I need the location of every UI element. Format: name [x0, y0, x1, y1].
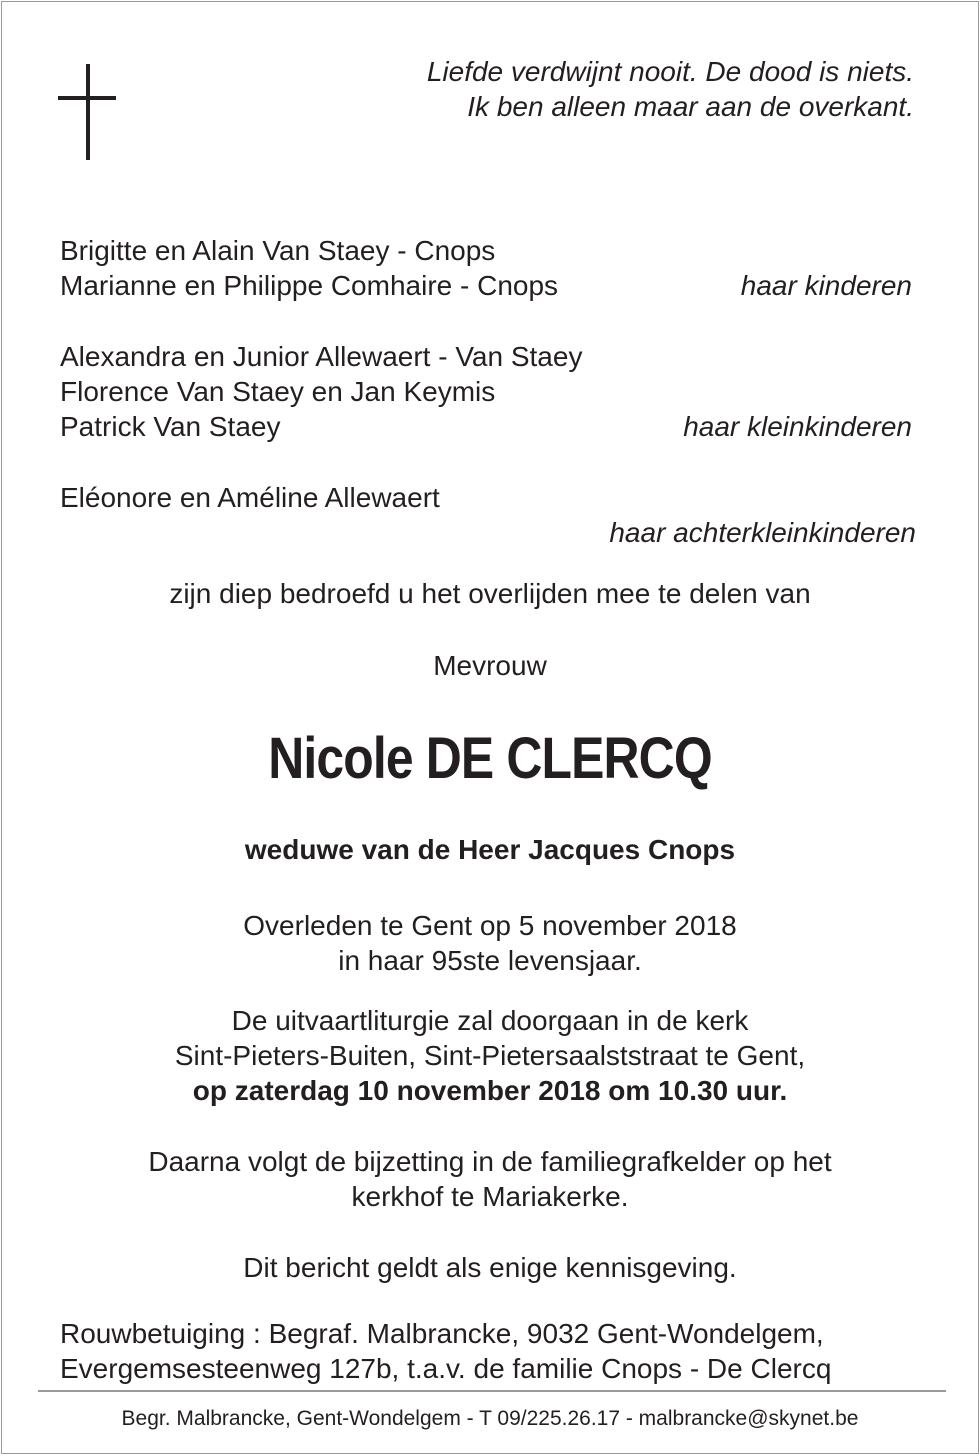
family-line: Eléonore en Améline Allewaert [60, 482, 440, 513]
family-line: Florence Van Staey en Jan Keymis [60, 376, 496, 407]
notice: Dit bericht geldt als enige kennisgeving. [243, 1252, 737, 1283]
family-line: Brigitte en Alain Van Staey - Cnops [60, 235, 496, 266]
cross-icon [58, 64, 118, 160]
quote [427, 54, 914, 124]
obituary-card [1, 1, 979, 1454]
widow-of: weduwe van de Heer Jacques Cnops [244, 834, 736, 865]
deceased-name: Nicole DE CLERCQ [268, 726, 712, 791]
death-line-1: Overleden te Gent op 5 november 2018 [243, 910, 737, 941]
announcement: zijn diep bedroefd u het overlijden mee te delen van [169, 578, 811, 609]
condolences-line-2: Evergemsesteenweg 127b, t.a.v. de familie Cnops - De Clercq [60, 1353, 832, 1384]
burial-line-1: Daarna volgt de bijzetting in de familiegrafkelder op het [148, 1146, 832, 1177]
family-line: Patrick Van Staey [60, 411, 281, 442]
family-line: Marianne en Philippe Comhaire - Cnops [60, 270, 559, 301]
death-line-2: in haar 95ste levensjaar. [338, 945, 642, 976]
quote-line-2: Ik ben alleen maar aan de overkant. [467, 91, 914, 122]
burial-line-2: kerkhof te Mariakerke. [351, 1181, 629, 1212]
condolences-line-1: Rouwbetuiging : Begraf. Malbrancke, 9032 Gent-Wondelgem, [60, 1318, 824, 1349]
relation-grandchildren: haar kleinkinderen [683, 411, 912, 442]
funeral-line-2: Sint-Pieters-Buiten, Sint-Pietersaalststraat te Gent, [174, 1040, 806, 1071]
salutation: Mevrouw [433, 650, 547, 681]
relation-children: haar kinderen [740, 270, 912, 301]
funeral-date: op zaterdag 10 november 2018 om 10.30 uur. [192, 1075, 788, 1106]
relation-great-grandchildren: haar achterkleinkinderen [609, 517, 916, 548]
divider [38, 1390, 946, 1392]
funeral-line-1: De uitvaartliturgie zal doorgaan in de kerk [231, 1005, 749, 1036]
quote-line-1: Liefde verdwijnt nooit. De dood is niets. [426, 56, 914, 87]
family-line: Alexandra en Junior Allewaert - Van Staey [60, 341, 583, 372]
footer-contact: Begr. Malbrancke, Gent-Wondelgem - T 09/225.26.17 - malbrancke@skynet.be [121, 1407, 859, 1430]
